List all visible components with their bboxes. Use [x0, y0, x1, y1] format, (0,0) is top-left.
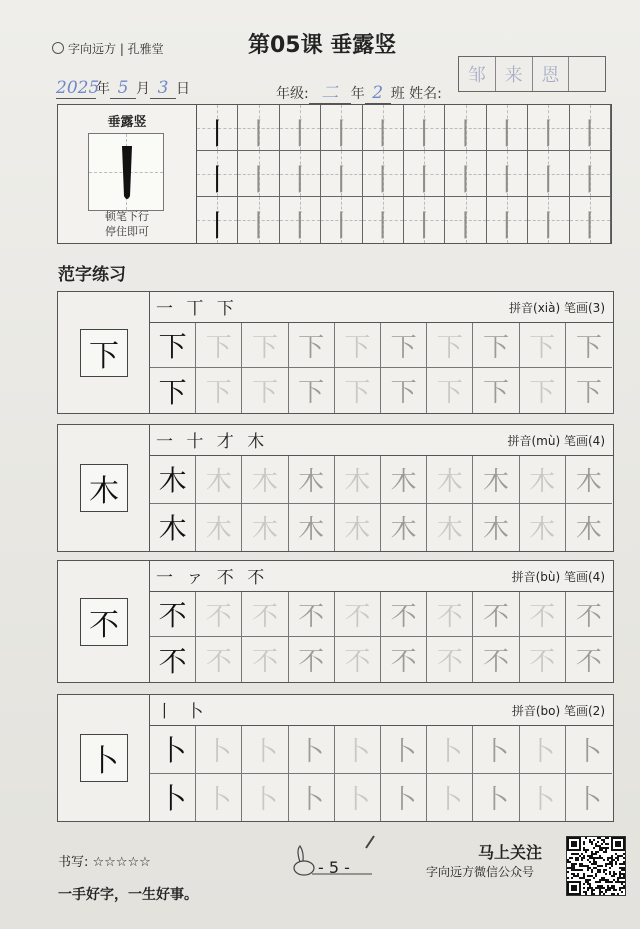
- stroke-practice-cell: [528, 197, 569, 243]
- trace-cell: 卜: [335, 726, 381, 774]
- name-char: [569, 57, 605, 91]
- class-value: 2: [365, 83, 391, 104]
- trace-cell: 木: [520, 456, 566, 504]
- stroke-practice-cell: [197, 197, 238, 243]
- model-cell: 木: [150, 456, 196, 504]
- trace-cell: 下: [473, 323, 519, 368]
- trace-cell: 下: [196, 368, 242, 413]
- stroke-count: 笔画(3): [564, 301, 605, 315]
- trace-cell: 不: [381, 592, 427, 637]
- trace-cell: 不: [196, 637, 242, 682]
- stroke-practice-glyph: 丨: [533, 163, 564, 198]
- stroke-practice-cell: [363, 197, 404, 243]
- trace-cell: 木: [242, 504, 288, 552]
- trace-cell: 木: [289, 456, 335, 504]
- practice-grid: [150, 322, 613, 413]
- trace-cell: 木: [381, 504, 427, 552]
- trace-cell: 下: [520, 368, 566, 413]
- stroke-order: 一 丅 下: [156, 299, 238, 319]
- stroke-practice-glyph: 丨: [491, 117, 522, 152]
- grade-value: 二: [309, 78, 351, 104]
- stroke-practice-cell: [363, 105, 404, 151]
- rating: [58, 851, 151, 870]
- stroke-practice-cell: [321, 151, 362, 197]
- stroke-count: 笔画(4): [564, 434, 605, 448]
- stroke-order: 一 ァ 不 不: [156, 568, 269, 588]
- trace-cell: 不: [473, 637, 519, 682]
- stroke-practice-cell: [445, 197, 486, 243]
- trace-cell: 卜: [520, 726, 566, 774]
- stroke-practice-cell: [404, 197, 445, 243]
- section-title: 范字练习: [58, 265, 126, 285]
- trace-cell: 下: [575, 378, 602, 408]
- stroke-practice-glyph: 丨: [450, 163, 481, 198]
- stroke-practice-cell: [363, 151, 404, 197]
- stroke-practice-glyph: 丨: [533, 209, 564, 244]
- stroke-practice-cell: [487, 197, 528, 243]
- trace-cell: 不: [520, 637, 566, 682]
- stroke-practice-cell: [280, 151, 321, 197]
- trace-cell: 木: [381, 456, 427, 504]
- stroke-practice-cell: [321, 197, 362, 243]
- stroke-practice-cell: [445, 105, 486, 151]
- stroke-order: 丨 卜: [156, 702, 208, 722]
- model-cell: 卜: [150, 774, 196, 822]
- stroke-practice-cell: [487, 151, 528, 197]
- stroke-practice-glyph: 丨: [409, 209, 440, 244]
- model-cell: 下: [150, 368, 196, 413]
- trace-cell: 卜: [335, 774, 381, 822]
- model-character: 下: [80, 329, 128, 377]
- stroke-practice-glyph: 丨: [202, 209, 233, 244]
- trace-cell: 不: [335, 592, 381, 637]
- trace-cell: 卜: [575, 784, 602, 815]
- stroke-practice-glyph: 丨: [574, 117, 605, 152]
- stroke-practice-cell: [528, 105, 569, 151]
- stroke-practice-cell: [197, 105, 238, 151]
- trace-cell: 下: [242, 323, 288, 368]
- stroke-practice-cell: [197, 151, 238, 197]
- trace-cell: 木: [473, 504, 519, 552]
- stroke-practice-cell: [445, 151, 486, 197]
- trace-cell: 木: [335, 504, 381, 552]
- stroke-practice-glyph: 丨: [367, 117, 398, 152]
- stroke-practice-glyph: 丨: [284, 163, 315, 198]
- stroke-practice-glyph: 丨: [202, 117, 233, 152]
- trace-cell: 木: [520, 504, 566, 552]
- character-block: [57, 560, 614, 683]
- stroke-practice-glyph: 丨: [202, 163, 233, 198]
- practice-grid: [150, 725, 613, 821]
- trace-cell: 卜: [289, 774, 335, 822]
- model-character: 不: [80, 598, 128, 646]
- stroke-intro: [58, 105, 197, 243]
- stroke-practice-cell: [280, 105, 321, 151]
- date-line: [56, 78, 190, 99]
- stroke-diagram: [88, 133, 164, 211]
- trace-cell: 卜: [242, 726, 288, 774]
- char-info: [509, 299, 605, 316]
- stroke-practice-cell: [238, 197, 279, 243]
- stroke-practice-cell: [570, 197, 611, 243]
- trace-cell: 卜: [473, 774, 519, 822]
- trace-cell: 下: [289, 368, 335, 413]
- stroke-order: 一 十 才 木: [156, 432, 269, 452]
- brand-text: 字向远方 | 孔雅堂: [68, 42, 164, 56]
- stroke-name: 垂露竖: [107, 115, 147, 130]
- stroke-note-line: 顿笔下行: [105, 210, 149, 223]
- trace-cell: 卜: [196, 774, 242, 822]
- model-character-panel: [58, 425, 150, 551]
- month-suffix: 月: [136, 81, 150, 97]
- stroke-practice-cell: [528, 151, 569, 197]
- trace-cell: 不: [427, 592, 473, 637]
- trace-cell: 下: [566, 323, 612, 368]
- character-block: [57, 424, 614, 552]
- stroke-practice-glyph: 丨: [450, 209, 481, 244]
- qr-code-icon[interactable]: [566, 836, 626, 896]
- stroke-practice-cell: [238, 105, 279, 151]
- model-character-panel: [58, 292, 150, 413]
- stroke-practice-cell: [487, 105, 528, 151]
- year-value: 2025: [56, 78, 100, 98]
- name-boxes: [458, 56, 606, 92]
- vertical-stroke-icon: [89, 134, 163, 210]
- model-cell: 不: [150, 637, 196, 682]
- trace-cell: 不: [473, 592, 519, 637]
- stroke-practice-glyph: 丨: [450, 117, 481, 152]
- trace-cell: 下: [520, 323, 566, 368]
- stroke-practice-glyph: 丨: [326, 163, 357, 198]
- stroke-note: [58, 209, 196, 239]
- grade-suffix: 年: [350, 86, 365, 102]
- model-cell: 下: [150, 323, 196, 368]
- trace-cell: 木: [427, 504, 473, 552]
- trace-cell: 不: [335, 637, 381, 682]
- trace-cell: 木: [242, 456, 288, 504]
- trace-cell: 下: [427, 323, 473, 368]
- follow-heading: 马上关注: [478, 843, 543, 862]
- model-character: 卜: [80, 734, 128, 782]
- rating-stars-icon: ☆☆☆☆☆: [92, 855, 151, 870]
- year-suffix: 年: [96, 81, 110, 97]
- stroke-practice-glyph: 丨: [409, 163, 440, 198]
- day-suffix: 日: [176, 81, 190, 97]
- stroke-panel: [57, 104, 612, 244]
- stroke-practice-glyph: 丨: [574, 163, 605, 198]
- trace-cell: 下: [335, 368, 381, 413]
- stroke-practice-cell: [404, 151, 445, 197]
- trace-cell: 不: [242, 592, 288, 637]
- trace-cell: 不: [289, 592, 335, 637]
- stroke-practice-glyph: 丨: [491, 163, 522, 198]
- trace-cell: 下: [427, 368, 473, 413]
- stroke-practice-cell: [321, 105, 362, 151]
- motto: 一手好字，一生好事。: [58, 887, 198, 903]
- stroke-practice-glyph: 丨: [284, 209, 315, 244]
- pinyin: 拼音(xià): [509, 301, 561, 315]
- trace-cell: 不: [427, 637, 473, 682]
- trace-cell: 下: [335, 323, 381, 368]
- trace-cell: 下: [289, 323, 335, 368]
- trace-cell: 不: [520, 592, 566, 637]
- trace-cell: 卜: [566, 726, 612, 774]
- stroke-practice-glyph: 丨: [533, 117, 564, 152]
- stroke-practice-glyph: 丨: [243, 117, 274, 152]
- trace-cell: 下: [381, 323, 427, 368]
- trace-cell: 卜: [427, 726, 473, 774]
- trace-cell: 不: [196, 592, 242, 637]
- pinyin: 拼音(bù): [511, 570, 561, 584]
- trace-cell: 卜: [427, 774, 473, 822]
- brand-logo: [52, 40, 164, 57]
- char-info: [512, 702, 605, 719]
- pinyin: 拼音(bo): [511, 704, 561, 718]
- trace-cell: 木: [289, 504, 335, 552]
- trace-cell: 下: [196, 323, 242, 368]
- stroke-practice-glyph: 丨: [409, 117, 440, 152]
- trace-cell: 木: [335, 456, 381, 504]
- stroke-practice-cell: [570, 105, 611, 151]
- official-account-label: 字向远方微信公众号: [426, 865, 535, 879]
- model-character-panel: [58, 695, 150, 821]
- model-cell: 不: [150, 592, 196, 637]
- trace-cell: 不: [566, 592, 612, 637]
- practice-grid: [150, 591, 613, 682]
- stroke-count: 笔画(4): [564, 570, 605, 584]
- name-char: 邹: [459, 57, 496, 91]
- stroke-practice-glyph: 丨: [243, 209, 274, 244]
- page-number: - 5 -: [318, 858, 350, 877]
- character-block: [57, 291, 614, 414]
- trace-cell: 下: [473, 368, 519, 413]
- stroke-note-line: 停住即可: [105, 225, 149, 238]
- trace-cell: 不: [381, 637, 427, 682]
- stroke-practice-glyph: 丨: [326, 209, 357, 244]
- model-character-panel: [58, 561, 150, 682]
- stroke-practice-cell: [404, 105, 445, 151]
- char-info: [508, 432, 606, 449]
- trace-cell: 卜: [473, 726, 519, 774]
- model-character: 木: [80, 464, 128, 512]
- trace-cell: 木: [473, 456, 519, 504]
- stroke-practice-cell: [570, 151, 611, 197]
- class-label: 班 姓名:: [390, 86, 442, 102]
- practice-grid: [150, 455, 613, 551]
- model-cell: 木: [150, 504, 196, 552]
- trace-cell: 木: [196, 456, 242, 504]
- trace-cell: 下: [242, 368, 288, 413]
- trace-cell: 不: [289, 637, 335, 682]
- name-char: 来: [496, 57, 533, 91]
- pinyin: 拼音(mù): [507, 434, 561, 448]
- stroke-practice-glyph: 丨: [326, 117, 357, 152]
- logo-circle-icon: [52, 42, 64, 54]
- trace-cell: 不: [242, 637, 288, 682]
- trace-cell: 卜: [520, 774, 566, 822]
- stroke-practice-glyph: 丨: [367, 209, 398, 244]
- stroke-practice-glyph: 丨: [491, 209, 522, 244]
- name-char: 恩: [533, 57, 570, 91]
- stroke-practice-cell: [238, 151, 279, 197]
- month-value: 5: [110, 78, 136, 99]
- day-value: 3: [150, 78, 176, 99]
- trace-cell: 卜: [196, 726, 242, 774]
- trace-cell: 木: [196, 504, 242, 552]
- grade-line: [276, 78, 442, 104]
- trace-cell: 卜: [242, 774, 288, 822]
- rating-label: 书写:: [58, 855, 89, 870]
- trace-cell: 卜: [381, 774, 427, 822]
- trace-cell: 卜: [381, 726, 427, 774]
- stroke-practice-glyph: 丨: [243, 163, 274, 198]
- character-block: [57, 694, 614, 822]
- trace-cell: 下: [381, 368, 427, 413]
- stroke-count: 笔画(2): [564, 704, 605, 718]
- char-info: [512, 568, 605, 585]
- stroke-practice-cell: [280, 197, 321, 243]
- trace-cell: 不: [575, 647, 602, 677]
- stroke-practice-glyph: 丨: [574, 209, 605, 244]
- grade-label: 年级:: [276, 86, 309, 102]
- stroke-practice-glyph: 丨: [367, 163, 398, 198]
- trace-cell: 木: [566, 456, 612, 504]
- page-title: 第05课 垂露竖: [248, 33, 397, 58]
- trace-cell: 木: [575, 514, 602, 545]
- stroke-practice-glyph: 丨: [284, 117, 315, 152]
- trace-cell: 卜: [289, 726, 335, 774]
- model-cell: 卜: [150, 726, 196, 774]
- trace-cell: 木: [427, 456, 473, 504]
